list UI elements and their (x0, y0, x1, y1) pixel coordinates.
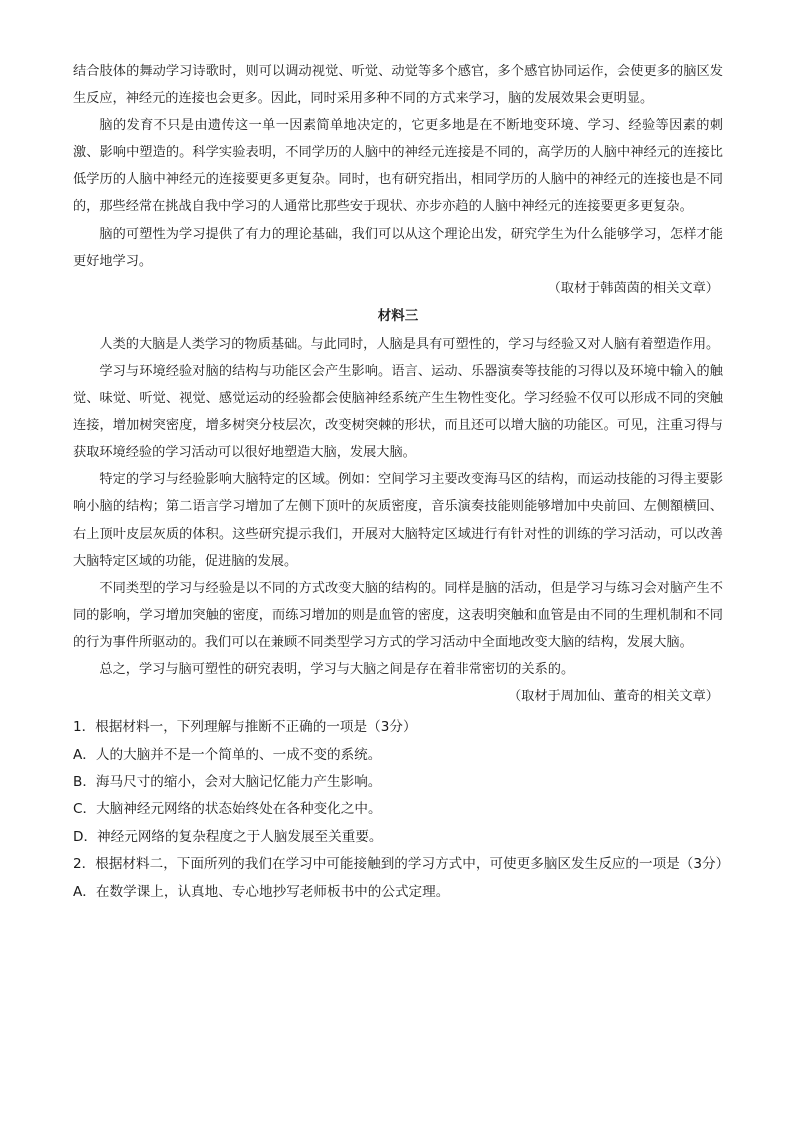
paragraph: 总之，学习与脑可塑性的研究表明，学习与大脑之间是存在着非常密切的关系的。 (99, 661, 575, 677)
paragraph: 结合肢体的舞动学习诗歌时，则可以调动视觉、听觉、动觉等多个感官，多个感官协同运作，会使更多的脑区发生反应，神经元的连接也会更多。因此，同时采用多种不同的方式来学习，脑的发展效果会更明显。 (73, 64, 723, 107)
question-2-stem: 2．根据材料二，下面所列的我们在学习中可能接触到的学习方式中，可使更多脑区发生反应的一项是（3分） (73, 856, 730, 873)
question-2-option-a: A．在数学课上，认真地、专心地抄写老师板书中的公式定理。 (73, 883, 450, 900)
material-two-source: （取材于韩茵茵的相关文章） (547, 280, 719, 296)
question-1-option-c: C．大脑神经元网络的状态始终处在各种变化之中。 (73, 801, 382, 818)
paragraph: 脑的发育不只是由遗传这一单一因素简单地决定的，它更多地是在不断地变环境、学习、经验等因素的刺激、影响中塑造的。科学实验表明，不同学历的人脑中的神经元连接是不同的，高学历的人脑中神经元的连接比低学历的人脑中神经元的连接要更多更复杂。同时，也有研究指出，相同学历的人脑中的神经元的连接也是不同的，那些经常在挑战自我中学习的人通常比那些安于现状、亦步亦趋的人脑中神经元的连接要更多更复杂。 (73, 118, 723, 215)
material-three-body (73, 331, 723, 683)
paragraph: 脑的可塑性为学习提供了有力的理论基础，我们可以从这个理论出发，研究学生为什么能够学习，怎样才能更好地学习。 (73, 226, 723, 269)
material-two-body (73, 58, 723, 275)
question-1-option-d: D．神经元网络的复杂程度之于人脑发展至关重要。 (73, 828, 383, 845)
paragraph: 学习与环境经验对脑的结构与功能区会产生影响。语言、运动、乐器演奏等技能的习得以及环境中输入的触觉、味觉、听觉、视觉、感觉运动的经验都会使脑神经系统产生生物性变化。学习经验不仅可以形成不同的突触连接，增加树突密度，增多树突分枝层次，改变树突棘的形状，而且还可以增大脑的功能区。可见，注重习得与获取环境经验的学习活动可以很好地塑造大脑，发展大脑。 (73, 363, 723, 461)
paragraph: 特定的学习与经验影响大脑特定的区域。例如：空间学习主要改变海马区的结构，而运动技能的习得主要影响小脑的结构；第二语言学习增加了左侧下顶叶的灰质密度，音乐演奏技能则能够增加中央前回、左侧額横回、右上顶叶皮层灰质的体积。这些研究提示我们，开展对大脑特定区域进行有针对性的训练的学习活动，可以改善大脑特定区域的功能，促进脑的发展。 (73, 472, 723, 569)
question-1-option-b: B．海马尺寸的缩小，会对大脑记忆能力产生影响。 (73, 773, 382, 790)
question-1-stem: 1．根据材料一，下列理解与推断不正确的一项是（3分） (73, 719, 417, 736)
question-1-option-a: A．人的大脑并不是一个简单的、一成不变的系统。 (73, 746, 382, 763)
question-section (73, 714, 730, 906)
material-three-source: （取材于周加仙、董奇的相关文章） (508, 689, 719, 705)
paragraph: 不同类型的学习与经验是以不同的方式改变大脑的结构的。同样是脑的活动，但是学习与练习会对脑产生不同的影响，学习增加突触的密度，而练习增加的则是血管的密度，这表明突触和血管是由不同的生理机制和不同的行为事件所驱动的。我们可以在兼顾不同类型学习方式的学习活动中全面地改变大脑的结构，发展大脑。 (73, 580, 723, 650)
paragraph: 人类的大脑是人类学习的物质基础。与此同时，人脑是具有可塑性的，学习与经验又对人脑有着塑造作用。 (99, 336, 720, 352)
exam-page (73, 58, 730, 906)
material-three-heading: 材料三 (377, 307, 419, 324)
